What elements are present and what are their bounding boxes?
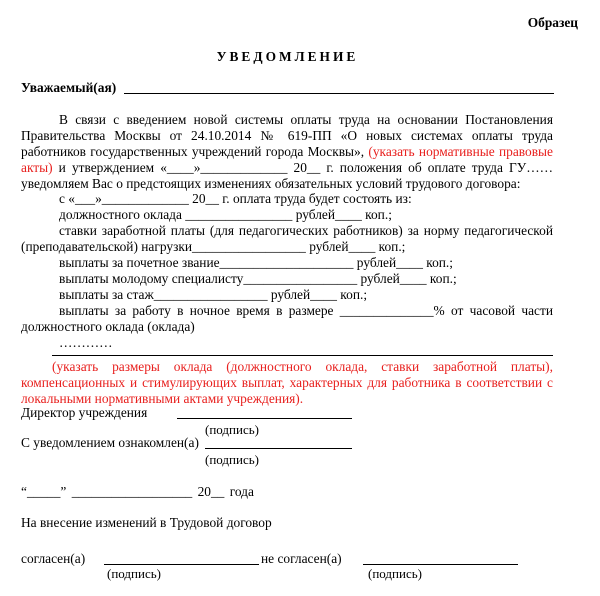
- contract-changes-label: На внесение изменений в Трудовой договор: [21, 515, 272, 530]
- additional-payments-field-line[interactable]: [52, 355, 553, 356]
- addressee-field-line[interactable]: [124, 93, 554, 94]
- employee-signature-caption: (подпись): [205, 452, 259, 467]
- night-work-pay-line-1: выплаты за работу в ночное время в размере ______________% от часовой части: [59, 303, 553, 318]
- night-work-pay-line-2: должностного оклада (оклада): [21, 319, 195, 334]
- director-signature-caption: (подпись): [205, 422, 259, 437]
- agree-signature-caption: (подпись): [107, 566, 161, 581]
- acknowledgement-date-line[interactable]: “_____” __________________ 20__ года: [21, 484, 254, 499]
- intro-line-5: уведомляем Вас о предстоящих изменениях обязательных условий трудового договора:: [21, 176, 521, 191]
- salutation-label: Уважаемый(ая): [21, 80, 117, 95]
- sample-label: Образец: [527, 15, 578, 30]
- base-salary-line: должностного оклада ________________ рублей____ коп.;: [59, 207, 392, 222]
- wage-rate-line-1: ставки заработной платы (для педагогических работников) за норму педагогической: [59, 223, 553, 238]
- disagree-signature-caption: (подпись): [368, 566, 422, 581]
- document-title: УВЕДОМЛЕНИЕ: [216, 49, 359, 64]
- intro-line-1: В связи с введением новой системы оплаты труда на основании Постановления: [59, 112, 553, 127]
- intro-line-3: работников государственных учреждений города Москвы», (указать нормативные правовые: [21, 144, 553, 159]
- director-label: Директор учреждения: [21, 405, 148, 420]
- effective-date-line: с «___»_____________ 20__ г. оплата труда будет состоять из:: [59, 191, 412, 206]
- intro-line-4: акты) и утверждением «____»_____________ 20__ г. положения об оплате труда ГУ……: [21, 160, 553, 175]
- seniority-pay-line: выплаты за стаж_________________ рублей____ коп.;: [59, 287, 368, 302]
- agree-label: согласен(а): [21, 551, 86, 566]
- disagree-label: не согласен(а): [261, 551, 342, 566]
- agree-signature-line[interactable]: [104, 564, 259, 565]
- disagree-signature-line[interactable]: [363, 564, 518, 565]
- director-signature-line[interactable]: [177, 418, 352, 419]
- intro-line-2: Правительства Москвы от 24.10.2014 № 619-ПП «О новых системах оплаты труда: [21, 128, 553, 143]
- instruction-line-1: (указать размеры оклада (должностного оклада, ставки заработной платы),: [52, 359, 553, 374]
- young-specialist-pay-line: выплаты молодому специалисту_________________ рублей____ коп.;: [59, 271, 457, 286]
- instruction-line-3: локальными нормативными актами учреждения).: [21, 391, 304, 406]
- instruction-line-2: компенсационных и стимулирующих выплат, характерных для работника в соответствии с: [21, 375, 553, 390]
- legal-acts-instruction-end: акты): [21, 160, 53, 175]
- employee-signature-line[interactable]: [205, 448, 352, 449]
- honorary-title-pay-line: выплаты за почетное звание____________________ рублей____ коп.;: [59, 255, 454, 270]
- legal-acts-instruction: (указать нормативные правовые: [364, 144, 553, 159]
- acknowledged-label: С уведомлением ознакомлен(а): [21, 435, 199, 450]
- wage-rate-line-2: (преподавательской) нагрузки_________________ рублей____ коп.;: [21, 239, 406, 254]
- ellipsis-line: …………: [59, 335, 113, 350]
